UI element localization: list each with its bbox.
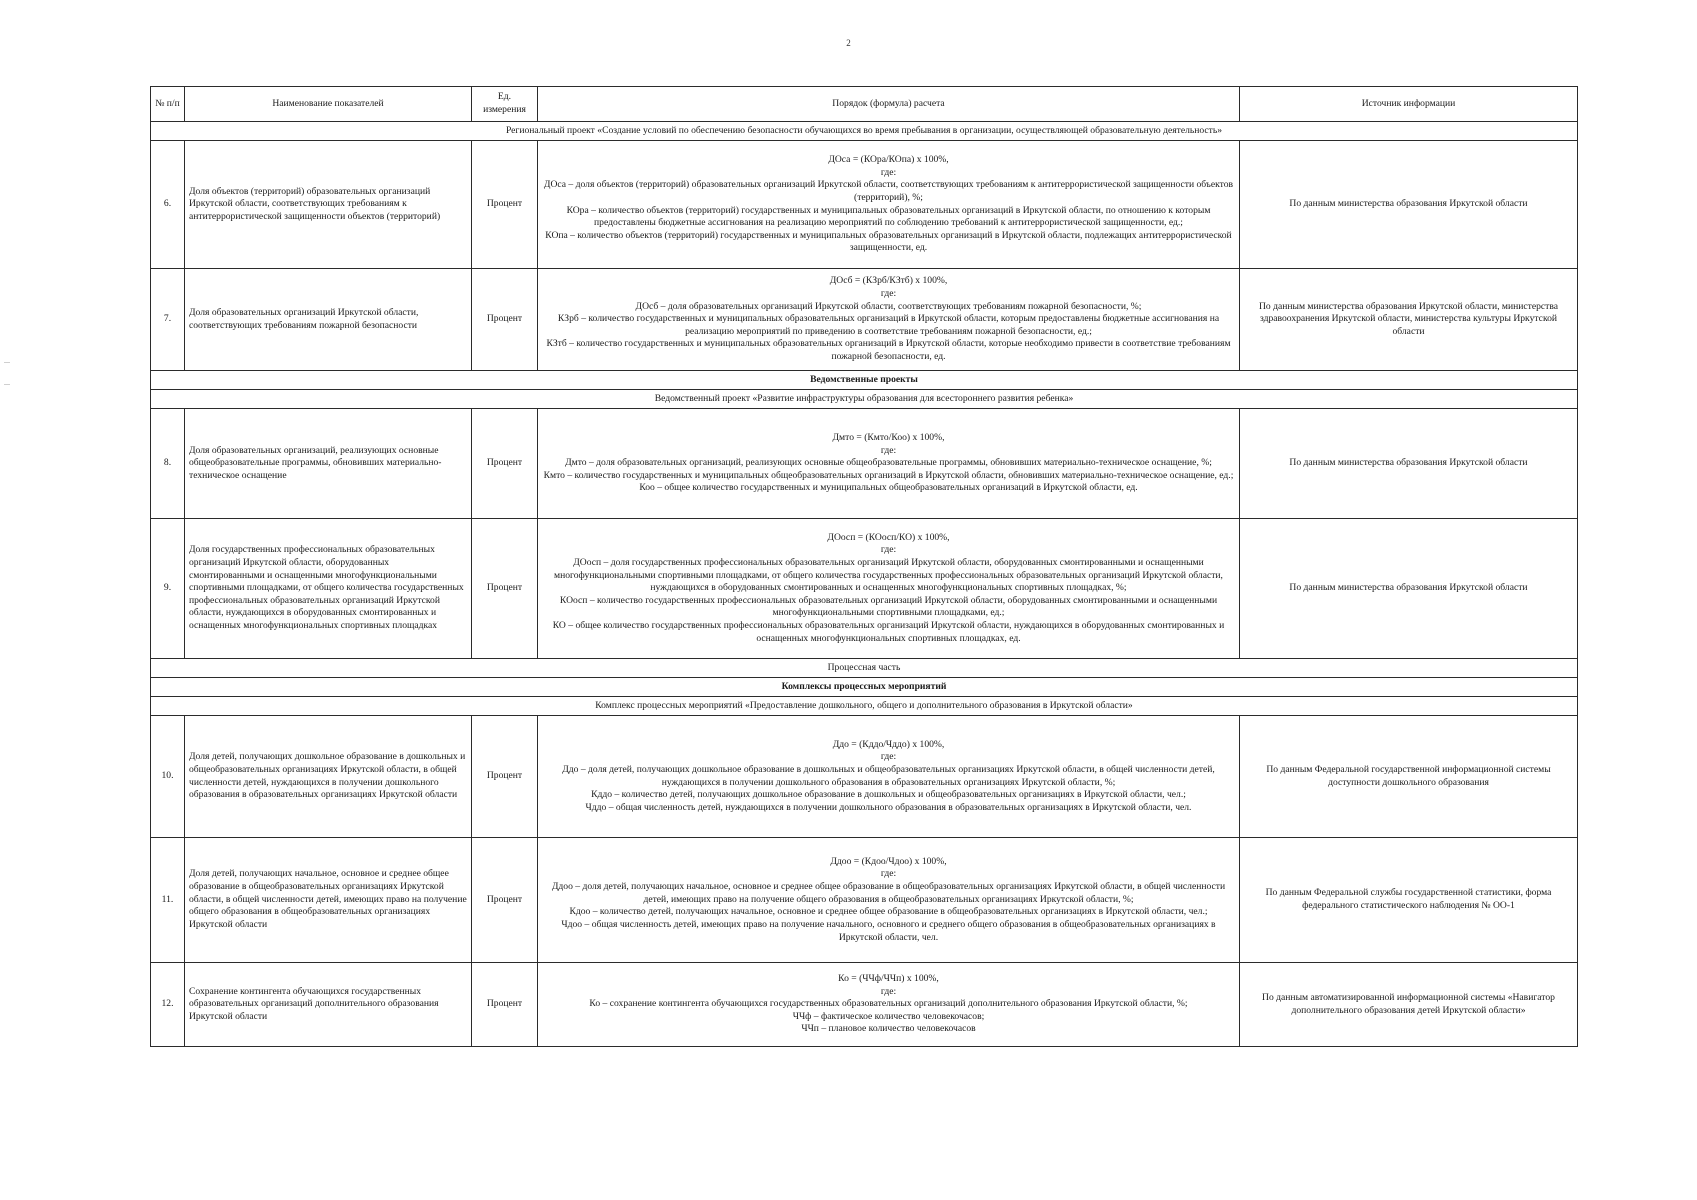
row-name: Доля детей, получающих начальное, основное и среднее общее образование в общеобразовательных организациях Иркутской области, в общей численности детей, имеющих право на получение общего образования в общеобразовательных организациях Иркутской области [185,838,472,963]
header-name: Наименование показателей [185,87,472,122]
formula-line: где: [880,985,897,997]
formula-line: Дмто = (Кмто/Коо) х 100%, [832,431,945,443]
indicators-table [150,86,1578,1047]
row-unit: Процент [472,269,538,371]
page-number: 2 [846,38,851,48]
row-source: По данным министерства образования Иркутской области [1240,519,1578,659]
row-formula [538,269,1240,371]
row-unit: Процент [472,716,538,838]
row-unit: Процент [472,141,538,269]
formula-line: Ддоо – доля детей, получающих начальное, основное и среднее общее образование в общеобразовательных организациях Иркутской области, в общей численности детей, имеющих право на получение общего образования в общеобразовательных организациях Иркутской области, %; [551,881,1226,905]
row-num: 9. [151,519,185,659]
section-departmental-project: Ведомственный проект «Развитие инфраструктуры образования для всестороннего развития ребенка» [151,390,1578,409]
row-formula [538,838,1240,963]
row-name: Доля образовательных организаций, реализующих основные общеобразовательные программы, обновивших материально-техническое оснащение [185,409,472,519]
header-unit: Ед. измерения [472,87,538,122]
formula-line: КО – общее количество государственных профессиональных образовательных организаций Иркутской области, нуждающихся в оборудованных смонтированных и оснащенных многофункциональных спортивных площадках, ед. [552,620,1225,644]
formula-line: КЗтб – количество государственных и муниципальных образовательных организаций в Иркутской области, которые необходимо привести в соответствие требованиям пожарной безопасности, ед. [546,338,1231,363]
row-source: По данным автоматизированной информационной системы «Навигатор дополнительного образования детей Иркутской области» [1240,963,1578,1047]
formula-line: Кдоо – количество детей, получающих начальное, основное и среднее общее образование в общеобразовательных организациях в Иркутской области, чел.; [569,906,1208,918]
formula-line: где: [880,287,897,299]
section-row [151,122,1578,141]
table-row [151,716,1578,838]
row-source: По данным министерства образования Иркутской области [1240,409,1578,519]
row-source: По данным Федеральной службы государственной статистики, форма федерального статистического наблюдения № ОО-1 [1240,838,1578,963]
table-row [151,269,1578,371]
header-formula: Порядок (формула) расчета [538,87,1240,122]
formula-line: Чддо – общая численность детей, нуждающихся в получении дошкольного образования в образовательных организациях в Иркутской области, чел. [585,801,1192,813]
formula-line: где: [880,544,897,556]
row-num: 7. [151,269,185,371]
formula-line: ЧЧп – плановое количество человекочасов [801,1023,976,1035]
row-name: Доля детей, получающих дошкольное образование в дошкольных и общеобразовательных организациях Иркутской области, в общей численности детей, нуждающихся в получении дошкольного образования в образовательных организациях Иркутской области [185,716,472,838]
row-num: 6. [151,141,185,269]
formula-line: Ддоо = (Кдоо/Чдоо) х 100%, [830,855,947,867]
row-unit: Процент [472,519,538,659]
table-row [151,838,1578,963]
row-formula [538,963,1240,1047]
section-row [151,678,1578,697]
row-name: Доля образовательных организаций Иркутской области, соответствующих требованиям пожарной безопасности [185,269,472,371]
row-formula [538,141,1240,269]
formula-line: Ко = (ЧЧф/ЧЧп) х 100%, [838,972,939,984]
row-source: По данным министерства образования Иркутской области, министерства здравоохранения Иркутской области, министерства культуры Иркутской области [1240,269,1578,371]
row-unit: Процент [472,838,538,963]
formula-line: Ддо = (Кддо/Чддо) х 100%, [832,738,945,750]
formula-line: Ко – сохранение контингента обучающихся государственных образовательных организаций дополнительного образования Иркутской области, %; [589,998,1188,1010]
section-row [151,390,1578,409]
formula-line: где: [880,166,897,178]
row-source: По данным министерства образования Иркутской области [1240,141,1578,269]
formula-line: ДОсб = (КЗрб/КЗтб) х 100%, [829,275,948,287]
row-name: Сохранение контингента обучающихся государственных образовательных организаций дополнительного образования Иркутской области [185,963,472,1047]
section-row [151,371,1578,390]
formula-line: где: [880,751,897,763]
table-row [151,519,1578,659]
formula-line: ДОса – доля объектов (территорий) образовательных организаций Иркутской области, соответствующих требованиям к антитеррористической защищенности объектов (территорий), %; [543,179,1234,203]
formula-line: где: [880,444,897,456]
row-num: 12. [151,963,185,1047]
row-formula [538,409,1240,519]
row-unit: Процент [472,963,538,1047]
formula-line: КОра – количество объектов (территорий) государственных и муниципальных образовательных организаций в Иркутской области, по отношению к которым предоставлены бюджетные ассигнования на реализацию мероприятий по соблюдению требований к антитеррористической защищенности, ед.; [566,204,1211,229]
row-num: 11. [151,838,185,963]
formula-line: где: [880,868,897,880]
section-process-complex: Комплекс процессных мероприятий «Предоставление дошкольного, общего и дополнительного образования в Иркутской области» [151,697,1578,716]
formula-line: Кддо – количество детей, получающих дошкольное образование в дошкольных и общеобразовательных организациях в Иркутской области, чел.; [591,789,1186,801]
section-regional-project: Региональный проект «Создание условий по обеспечению безопасности обучающихся во время пребывания в организации, осуществляющей образовательную деятельность» [151,122,1578,141]
formula-line: ДОса = (КОра/КОпа) х 100%, [828,153,949,165]
header-num: № п/п [151,87,185,122]
row-name: Доля государственных профессиональных образовательных организаций Иркутской области, оборудованных смонтированными и оснащенными многофункциональными спортивными площадками, от общего количества государственных профессиональных образовательных организаций Иркутской области, нуждающихся в оборудованных смонтированных и оснащенных многофункциональных спортивных площадках [185,519,472,659]
row-formula [538,519,1240,659]
table-row [151,963,1578,1047]
row-name: Доля объектов (территорий) образовательных организаций Иркутской области, соответствующих требованиям к антитеррористической защищенности объектов (территорий) [185,141,472,269]
scan-edge-mark [4,384,10,385]
row-source: По данным Федеральной государственной информационной системы доступности дошкольного образования [1240,716,1578,838]
scan-edge-mark [4,362,10,363]
formula-line: ДОосп – доля государственных профессиональных образовательных организаций Иркутской области, оборудованных смонтированными и оснащенными многофункциональными спортивными площадками, от общего количества государственных профессиональных образовательных организаций Иркутской области, нуждающихся в оборудованных смонтированных и оснащенных многофункциональных спортивных площадках, %; [554,556,1223,594]
row-unit: Процент [472,409,538,519]
formula-line: КОпа – количество объектов (территорий) государственных и муниципальных образовательных организаций в Иркутской области, подлежащих антитеррористической защищенности, ед. [545,229,1232,254]
row-num: 10. [151,716,185,838]
formula-line: ЧЧф – фактическое количество человекочасов; [792,1010,985,1022]
formula-line: КОосп – количество государственных профессиональных образовательных организаций Иркутской области, оборудованных смонтированными и оснащенными многофункциональными спортивными площадками, ед.; [559,594,1218,619]
header-source: Источник информации [1240,87,1578,122]
formula-line: КЗрб – количество государственных и муниципальных образовательных организаций в Иркутской области, которым предоставлены бюджетные ассигнования на реализацию мероприятий по приведению в соответствие требованиям пожарной безопасности, ед.; [557,313,1220,337]
formula-line: Ддо – доля детей, получающих дошкольное образование в дошкольных и общеобразовательных организациях Иркутской области, в общей численности детей, нуждающихся в получении дошкольного образования в образовательных организациях Иркутской области, %; [562,763,1215,788]
section-row [151,659,1578,678]
section-process-complexes: Комплексы процессных мероприятий [151,678,1578,697]
table-row [151,141,1578,269]
section-departmental-projects: Ведомственные проекты [151,371,1578,390]
section-process-part: Процессная часть [151,659,1578,678]
table-row [151,409,1578,519]
row-formula [538,716,1240,838]
formula-line: Дмто – доля образовательных организаций, реализующих основные общеобразовательные программы, обновивших материально-техническое оснащение, %; [565,457,1212,469]
section-row [151,697,1578,716]
formula-line: ДОсб – доля образовательных организаций Иркутской области, соответствующих требованиям пожарной безопасности, %; [635,300,1142,312]
formula-line: ДОосп = (КОосп/КО) х 100%, [827,531,950,543]
formula-line: Чдоо – общая численность детей, имеющих право на получение начального, основного и среднего общего образования в общеобразовательных организациях в Иркутской области, чел. [561,918,1216,943]
table-header-row [151,87,1578,122]
formula-line: Кмто – количество государственных и муниципальных общеобразовательных организаций в Иркутской области, обновивших материально-техническое оснащение, ед.; [543,469,1234,481]
row-num: 8. [151,409,185,519]
formula-line: Коо – общее количество государственных и муниципальных общеобразовательных организаций в Иркутской области, ед. [639,482,1138,494]
